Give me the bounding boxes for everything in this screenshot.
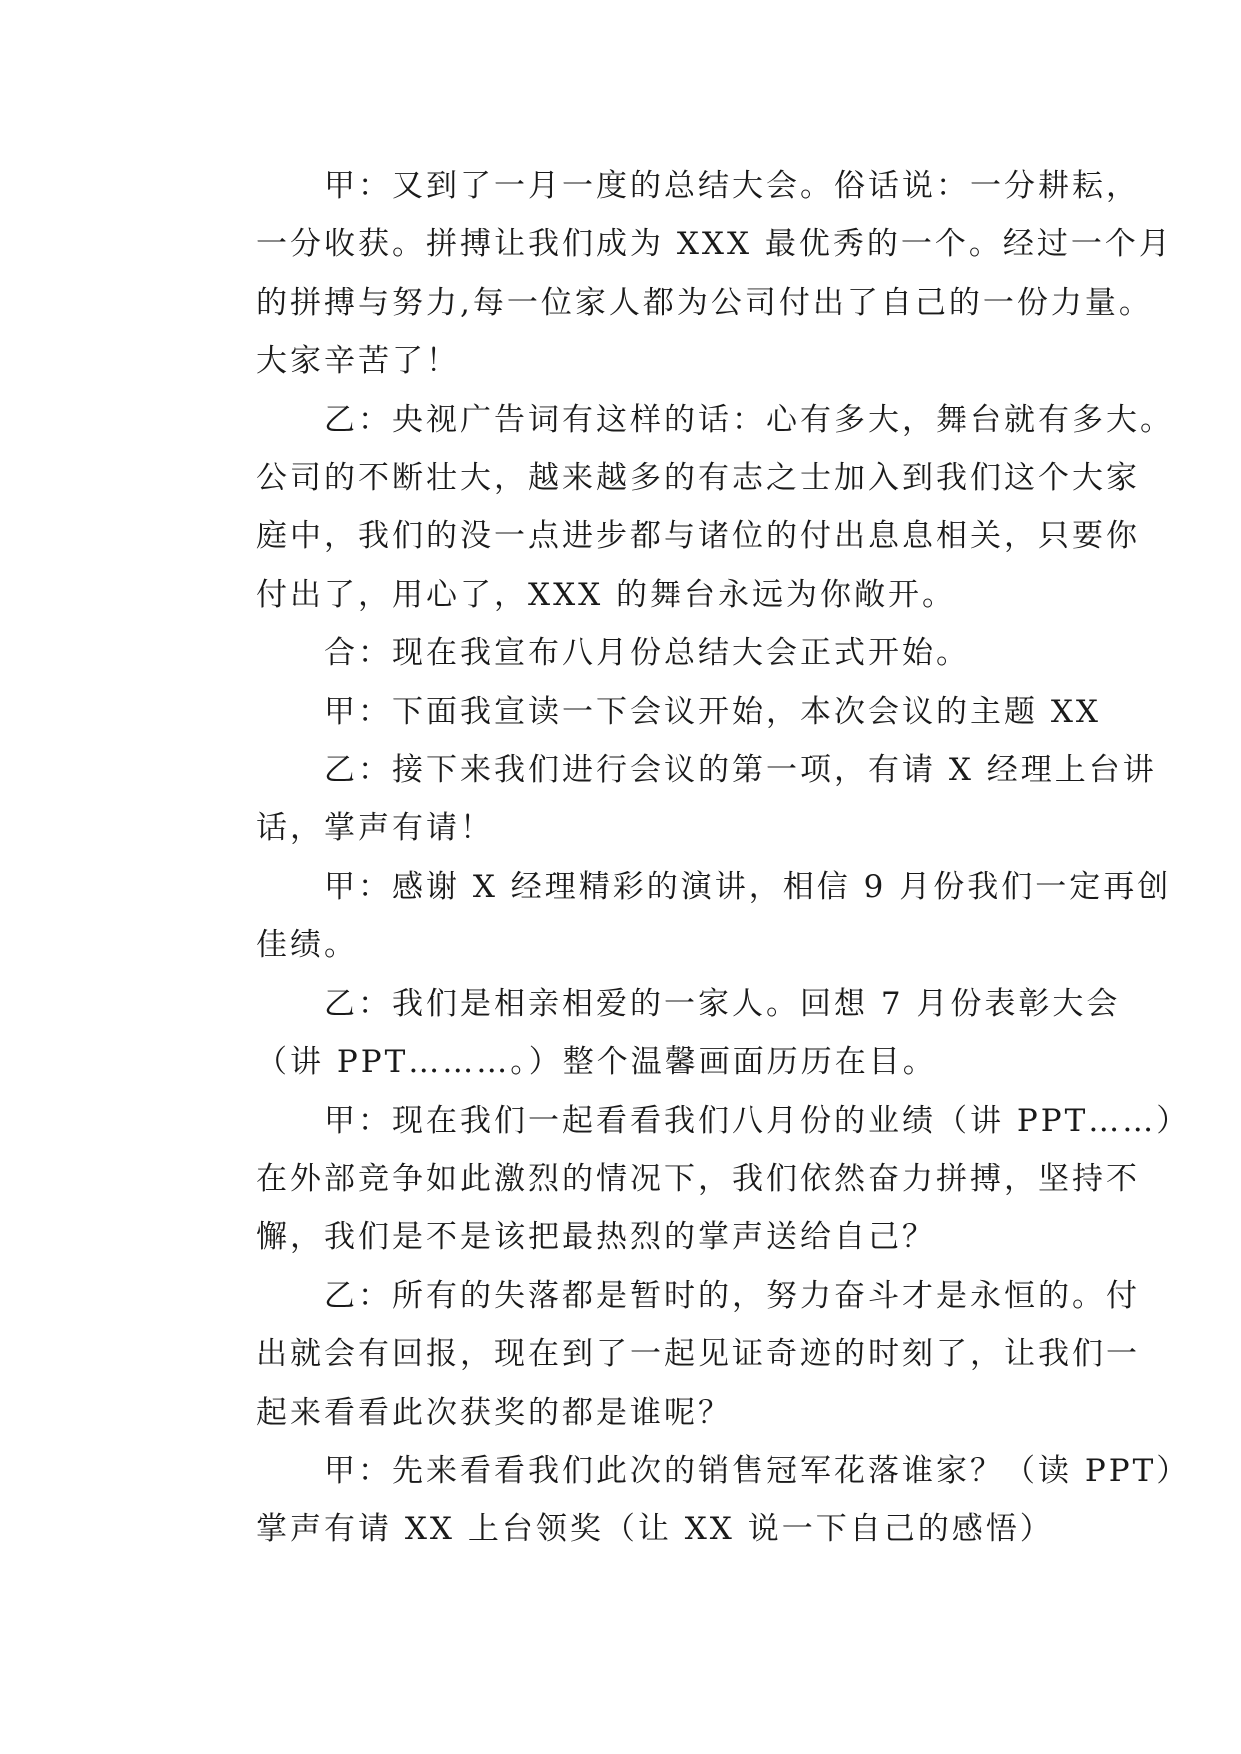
paragraph-line: 乙：接下来我们进行会议的第一项，有请 X 经理上台讲: [324, 752, 1157, 789]
paragraph-line: 在外部竞争如此激烈的情况下，我们依然奋力拼搏，坚持不: [256, 1160, 1140, 1197]
paragraph-2: [188, 391, 1174, 625]
paragraph-line: 话，掌声有请！: [256, 810, 494, 847]
paragraph-7: [188, 975, 1121, 1092]
paragraph-9: [188, 1267, 1140, 1442]
paragraph-line: 庭中，我们的没一点进步都与诸位的付出息息相关，只要你: [256, 518, 1140, 555]
paragraph-4: [188, 683, 1101, 741]
paragraph-line: 乙：所有的失落都是暂时的，努力奋斗才是永恒的。付: [324, 1277, 1140, 1314]
paragraph-line: 的拼搏与努力,每一位家人都为公司付出了自己的一份力量。: [256, 284, 1153, 321]
paragraph-line: （讲 PPT………。）整个温馨画面历历在目。: [256, 1044, 937, 1081]
paragraph-3: [188, 624, 1078, 682]
paragraph-line: 甲：又到了一月一度的总结大会。俗话说：一分耕耘，: [324, 168, 1140, 204]
paragraph-8: [188, 1092, 1191, 1267]
paragraph-5: [188, 741, 1157, 858]
paragraph-line: 出就会有回报，现在到了一起见证奇迹的时刻了，让我们一: [256, 1336, 1140, 1373]
paragraph-line: 公司的不断壮大，越来越多的有志之士加入到我们这个大家: [256, 460, 1140, 497]
paragraph-line: 大家辛苦了！: [256, 343, 460, 380]
paragraph-line: 乙：我们是相亲相爱的一家人。回想 7 月份表彰大会: [324, 985, 1121, 1022]
paragraph-line: 掌声有请 XX 上台领奖（让 XX 说一下自己的感悟）: [256, 1511, 1054, 1548]
paragraph-10: [188, 1442, 1191, 1559]
paragraph-line: 甲：先来看看我们此次的销售冠军花落谁家？（读 PPT）: [324, 1452, 1191, 1489]
paragraph-line: 乙：央视广告词有这样的话：心有多大，舞台就有多大。: [324, 401, 1174, 438]
paragraph-line: 甲：现在我们一起看看我们八月份的业绩（讲 PPT……）: [324, 1102, 1191, 1139]
paragraph-line: 合：现在我宣布八月份总结大会正式开始。: [324, 635, 970, 672]
document-body: [188, 157, 1191, 1559]
paragraph-line: 付出了，用心了，XXX 的舞台永远为你敞开。: [256, 576, 957, 613]
paragraph-line: 甲：下面我宣读一下会议开始，本次会议的主题 XX: [324, 693, 1101, 730]
paragraph-6: [188, 858, 1172, 975]
paragraph-line: 起来看看此次获奖的都是谁呢？: [256, 1394, 732, 1431]
paragraph-line: 懈，我们是不是该把最热烈的掌声送给自己？: [256, 1219, 936, 1256]
paragraph-line: 一分收获。拼搏让我们成为 XXX 最优秀的一个。经过一个月: [256, 226, 1173, 263]
paragraph-1: [188, 157, 1173, 391]
paragraph-line: 甲：感谢 X 经理精彩的演讲，相信 9 月份我们一定再创: [324, 868, 1172, 905]
paragraph-line: 佳绩。: [256, 927, 358, 964]
